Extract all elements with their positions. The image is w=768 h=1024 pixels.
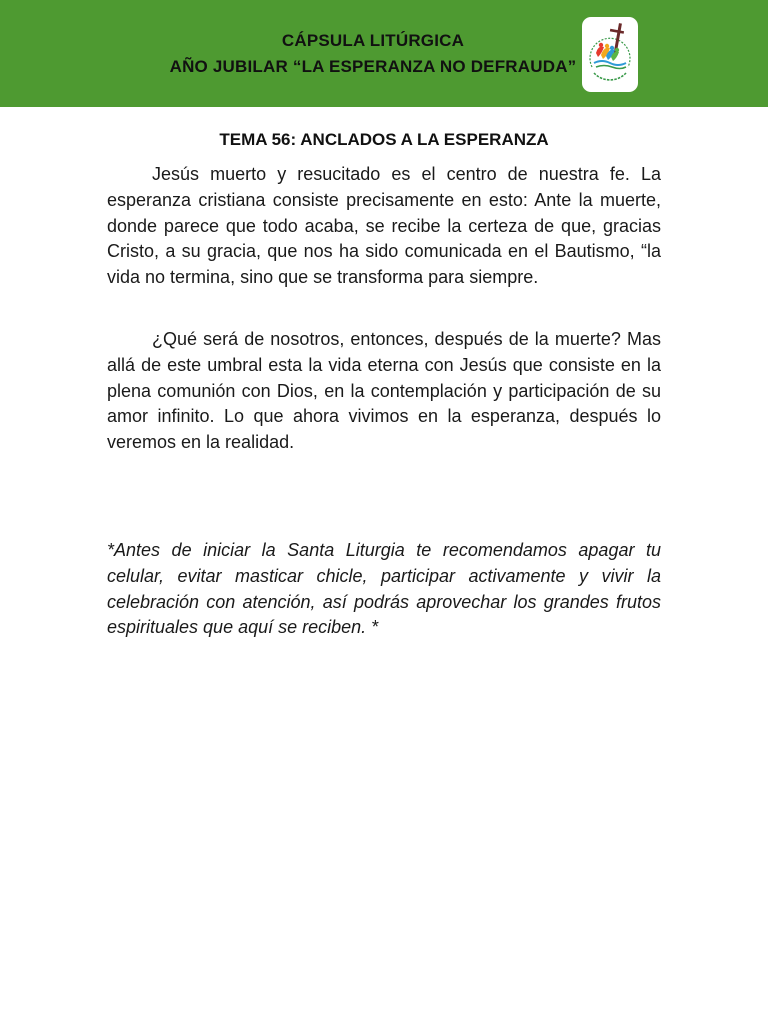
topic-title: TEMA 56: ANCLADOS A LA ESPERANZA [219,130,549,149]
jubilee-logo [582,17,638,92]
header-title-line2: AÑO JUBILAR “LA ESPERANZA NO DEFRAUDA” [169,57,577,76]
body-paragraph-1: Jesús muerto y resucitado es el centro de nuestra fe. La esperanza cristiana consiste precisamente en esto: Ante la muerte, donde parece que todo acaba, se recibe la certeza de que, gracias Cristo, a su gracia, que nos ha sido comunicada en el Bautismo, “la vida no termina, sino que se transforma para siempre. [107,164,661,288]
liturgy-note: *Antes de iniciar la Santa Liturgia te recomendamos apagar tu celular, evitar masticar chicle, participar activamente y vivir la celebración con atención, así podrás aprovechar los grandes frutos espirituales que aquí se reciben. * [107,540,661,638]
header-banner [0,0,768,107]
jubilee-logo-icon [582,17,638,92]
body-paragraph-2: ¿Qué será de nosotros, entonces, después de la muerte? Mas allá de este umbral esta la vida eterna con Jesús que consiste en la plena comunión con Dios, en la contemplación y participación de su amor infinito. Lo que ahora vivimos en la esperanza, después lo veremos en la realidad. [107,329,661,453]
header-title-line1: CÁPSULA LITÚRGICA [281,31,465,50]
